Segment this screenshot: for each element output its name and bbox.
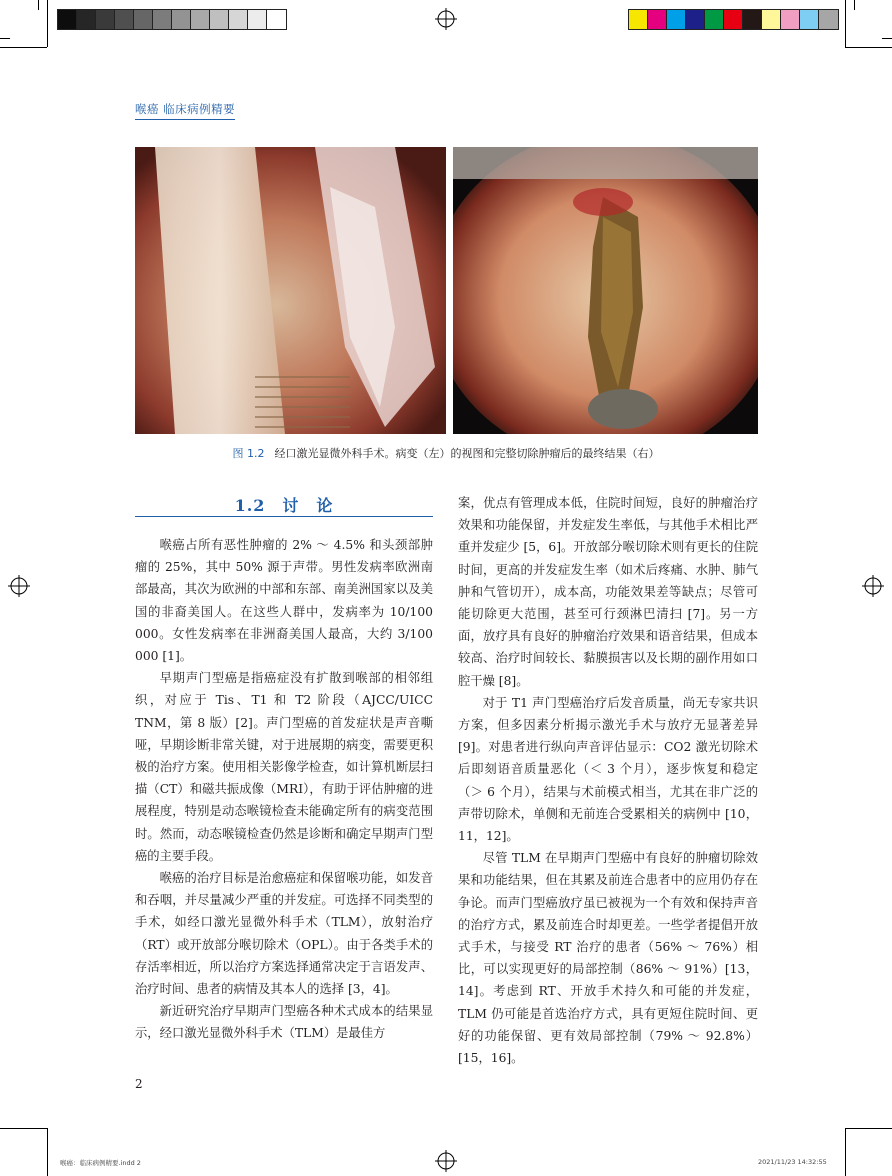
page-number: 2: [135, 1077, 143, 1091]
gray-swatch: [115, 10, 134, 29]
figure-caption: [0, 445, 892, 461]
crop-mark: [0, 38, 10, 39]
gray-swatch: [134, 10, 153, 29]
color-swatch: [705, 10, 724, 29]
color-swatch: [743, 10, 762, 29]
crop-mark: [47, 0, 48, 47]
gray-swatch: [77, 10, 96, 29]
color-swatch: [800, 10, 819, 29]
paragraph: 喉癌的治疗目标是治愈癌症和保留喉功能，如发音和吞咽，并尽量减少严重的并发症。可选择不同类型的手术，如经口激光显微外科手术（TLM），放射治疗（RT）或开放部分喉切除术（OPL）。由于各类手术的存活率相近，所以治疗方案选择通常决定于言语发声、治疗时间、患者的病情及其本人的选择 [3，4]。: [135, 871, 433, 997]
crop-mark: [0, 47, 47, 48]
color-swatch: [667, 10, 686, 29]
print-slug-timestamp: 2021/11/23 14:32:55: [758, 1158, 827, 1166]
figure-caption-text: 经口激光显微外科手术。病变（左）的视图和完整切除肿瘤后的最终结果（右）: [274, 447, 660, 460]
color-swatch: [819, 10, 838, 29]
gray-swatch: [58, 10, 77, 29]
paragraph: 尽管 TLM 在早期声门型癌中有良好的肿瘤切除效果和功能结果，但在其累及前连合患者中的应用仍存在争论。而声门型癌放疗虽已被视为一个有效和保持声音的治疗方式，累及前连合时却更差。一些学者提倡开放式手术，与接受 RT 治疗的患者（56% ～ 76%）相比，可以实现更好的局部控制（86% ～ 91%）[13，14]。考虑到 RT、开放手术持久和可能的并发症，TLM 仍可能是首选治疗方式，具有更短住院时间、更好的功能保留、更有效局部控制（79% ～ 92.8%）[15，16]。: [458, 851, 758, 1066]
running-head: 喉癌 临床病例精要: [135, 101, 235, 120]
print-slug-filename: 喉癌：临床病例精要.indd 2: [60, 1159, 141, 1167]
gray-swatch: [153, 10, 172, 29]
crop-mark: [47, 1128, 48, 1176]
color-swatch: [762, 10, 781, 29]
crop-mark: [845, 1128, 892, 1129]
crop-mark: [845, 47, 892, 48]
crop-mark: [0, 1128, 47, 1129]
gray-swatch: [267, 10, 286, 29]
color-swatch: [686, 10, 705, 29]
crop-mark: [882, 38, 892, 39]
crop-mark: [38, 0, 39, 10]
figure-label: 图 1.2: [232, 447, 265, 460]
paragraph: 喉癌占所有恶性肿瘤的 2% ～ 4.5% 和头颈部肿瘤的 25%，其中 50% 源于声带。男性发病率欧洲南部最高，其次为欧洲的中部和东部、南美洲国家以及美国的非裔美国人。在这些人群中，发病率为 10/100 000。女性发病率在非洲裔美国人最高，大约 3/100 000 [1]。: [135, 538, 433, 664]
paragraph: 对于 T1 声门型癌治疗后发音质量，尚无专家共识方案，但多因素分析揭示激光手术与放疗无显著差异 [9]。对患者进行纵向声音评估显示：CO2 激光切除术后即刻语音质量恶化（＜ 3 个月），逐步恢复和稳定（＞ 6 个月），结果与术前模式相当，尤其在非广泛的声带切除术，单侧和无前连合受累相关的病例中 [10，11，12]。: [458, 695, 758, 844]
section-rule: [135, 516, 433, 517]
paragraph: 新近研究治疗早期声门型癌各种术式成本的结果显示，经口激光显微外科手术（TLM）是最佳方: [135, 1004, 433, 1041]
color-swatch: [781, 10, 800, 29]
gray-swatch: [210, 10, 229, 29]
grayscale-color-bar: [57, 9, 287, 30]
registration-mark: [435, 1150, 457, 1172]
registration-mark: [862, 575, 884, 597]
endoscopic-photo-lesion: [135, 147, 446, 434]
crop-mark: [845, 0, 846, 47]
cmyk-color-bar: [628, 9, 839, 30]
registration-mark: [8, 575, 30, 597]
gray-swatch: [172, 10, 191, 29]
right-column: [458, 492, 758, 1069]
gray-swatch: [248, 10, 267, 29]
crop-mark: [845, 1128, 846, 1176]
gray-swatch: [191, 10, 210, 29]
registration-mark: [435, 8, 457, 30]
gray-swatch: [96, 10, 115, 29]
endoscopic-photo-after-resection: [453, 147, 758, 434]
gray-swatch: [229, 10, 248, 29]
section-title: 1.2 讨 论: [234, 496, 334, 515]
color-swatch: [629, 10, 648, 29]
paragraph: 案，优点有管理成本低，住院时间短，良好的肿瘤治疗效果和功能保留，并发症发生率低，与其他手术相比严重并发症少 [5，6]。开放部分喉切除术则有更长的住院时间，更高的并发症发生率（如术后疼痛、水肿、肺气肿和气管切开），成本高，功能效果差等缺点；尽管可能切除更大范围，甚至可行颈淋巴清扫 [7]。另一方面，放疗具有良好的肿瘤治疗效果和语音结果，但成本较高、治疗时间较长、黏膜损害以及长期的副作用如口腔干燥 [8]。: [458, 496, 758, 688]
left-column: [135, 534, 433, 1045]
crop-mark: [854, 0, 855, 10]
color-swatch: [724, 10, 743, 29]
color-swatch: [648, 10, 667, 29]
paragraph: 早期声门型癌是指癌症没有扩散到喉部的相邻组织，对应于 Tis、T1 和 T2 阶段（AJCC/UICC TNM，第 8 版）[2]。声门型癌的首发症状是声音嘶哑，早期诊断非常关键，对于进展期的病变，需要更积极的治疗方案。使用相关影像学检查，如计算机断层扫描（CT）和磁共振成像（MRI），有助于评估肿瘤的进展程度，特别是动态喉镜检查未能确定所有的病变范围时。然而，动态喉镜检查仍然是诊断和确定早期声门型癌的主要手段。: [135, 671, 433, 863]
